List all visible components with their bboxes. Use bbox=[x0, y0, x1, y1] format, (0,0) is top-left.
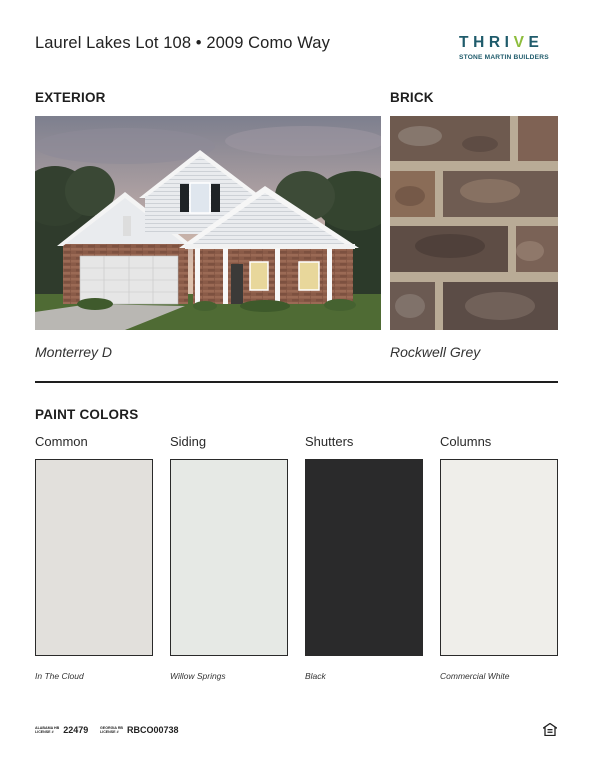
swatch-label-columns: Columns bbox=[440, 434, 492, 449]
swatch-name-columns: Commercial White bbox=[440, 671, 510, 681]
exterior-caption: Monterrey D bbox=[35, 344, 113, 360]
swatch-label-common: Common bbox=[35, 434, 88, 449]
brick-heading: BRICK bbox=[390, 90, 434, 105]
swatch-name-shutters: Black bbox=[305, 671, 326, 681]
section-divider bbox=[35, 381, 558, 383]
page-title: Laurel Lakes Lot 108 • 2009 Como Way bbox=[35, 34, 330, 52]
thrive-logo bbox=[459, 35, 561, 61]
exterior-heading: EXTERIOR bbox=[35, 90, 106, 105]
logo-v-accent: V bbox=[513, 34, 529, 51]
swatch-shutters bbox=[305, 459, 423, 656]
georgia-license: GEORGIA RB LICENSE # RBCO00738 bbox=[100, 725, 179, 735]
brick-sample-image bbox=[390, 116, 558, 330]
swatch-label-shutters: Shutters bbox=[305, 434, 354, 449]
brick-caption: Rockwell Grey bbox=[390, 344, 481, 360]
equal-housing-opportunity-icon bbox=[543, 723, 557, 736]
exterior-house-image bbox=[35, 116, 381, 330]
georgia-license-number: RBCO00738 bbox=[127, 725, 179, 735]
swatch-name-common: In The Cloud bbox=[35, 671, 84, 681]
swatch-columns bbox=[440, 459, 558, 656]
logo-subtitle: STONE MARTIN BUILDERS bbox=[459, 54, 549, 61]
alabama-license-number: 22479 bbox=[63, 725, 89, 735]
swatch-common bbox=[35, 459, 153, 656]
swatch-name-siding: Willow Springs bbox=[170, 671, 226, 681]
logo-wordmark: THRIVE bbox=[459, 34, 544, 51]
alabama-license: ALABAMA HB LICENSE # 22479 bbox=[35, 725, 89, 735]
paint-colors-heading: PAINT COLORS bbox=[35, 407, 139, 422]
swatch-siding bbox=[170, 459, 288, 656]
swatch-label-siding: Siding bbox=[170, 434, 207, 449]
